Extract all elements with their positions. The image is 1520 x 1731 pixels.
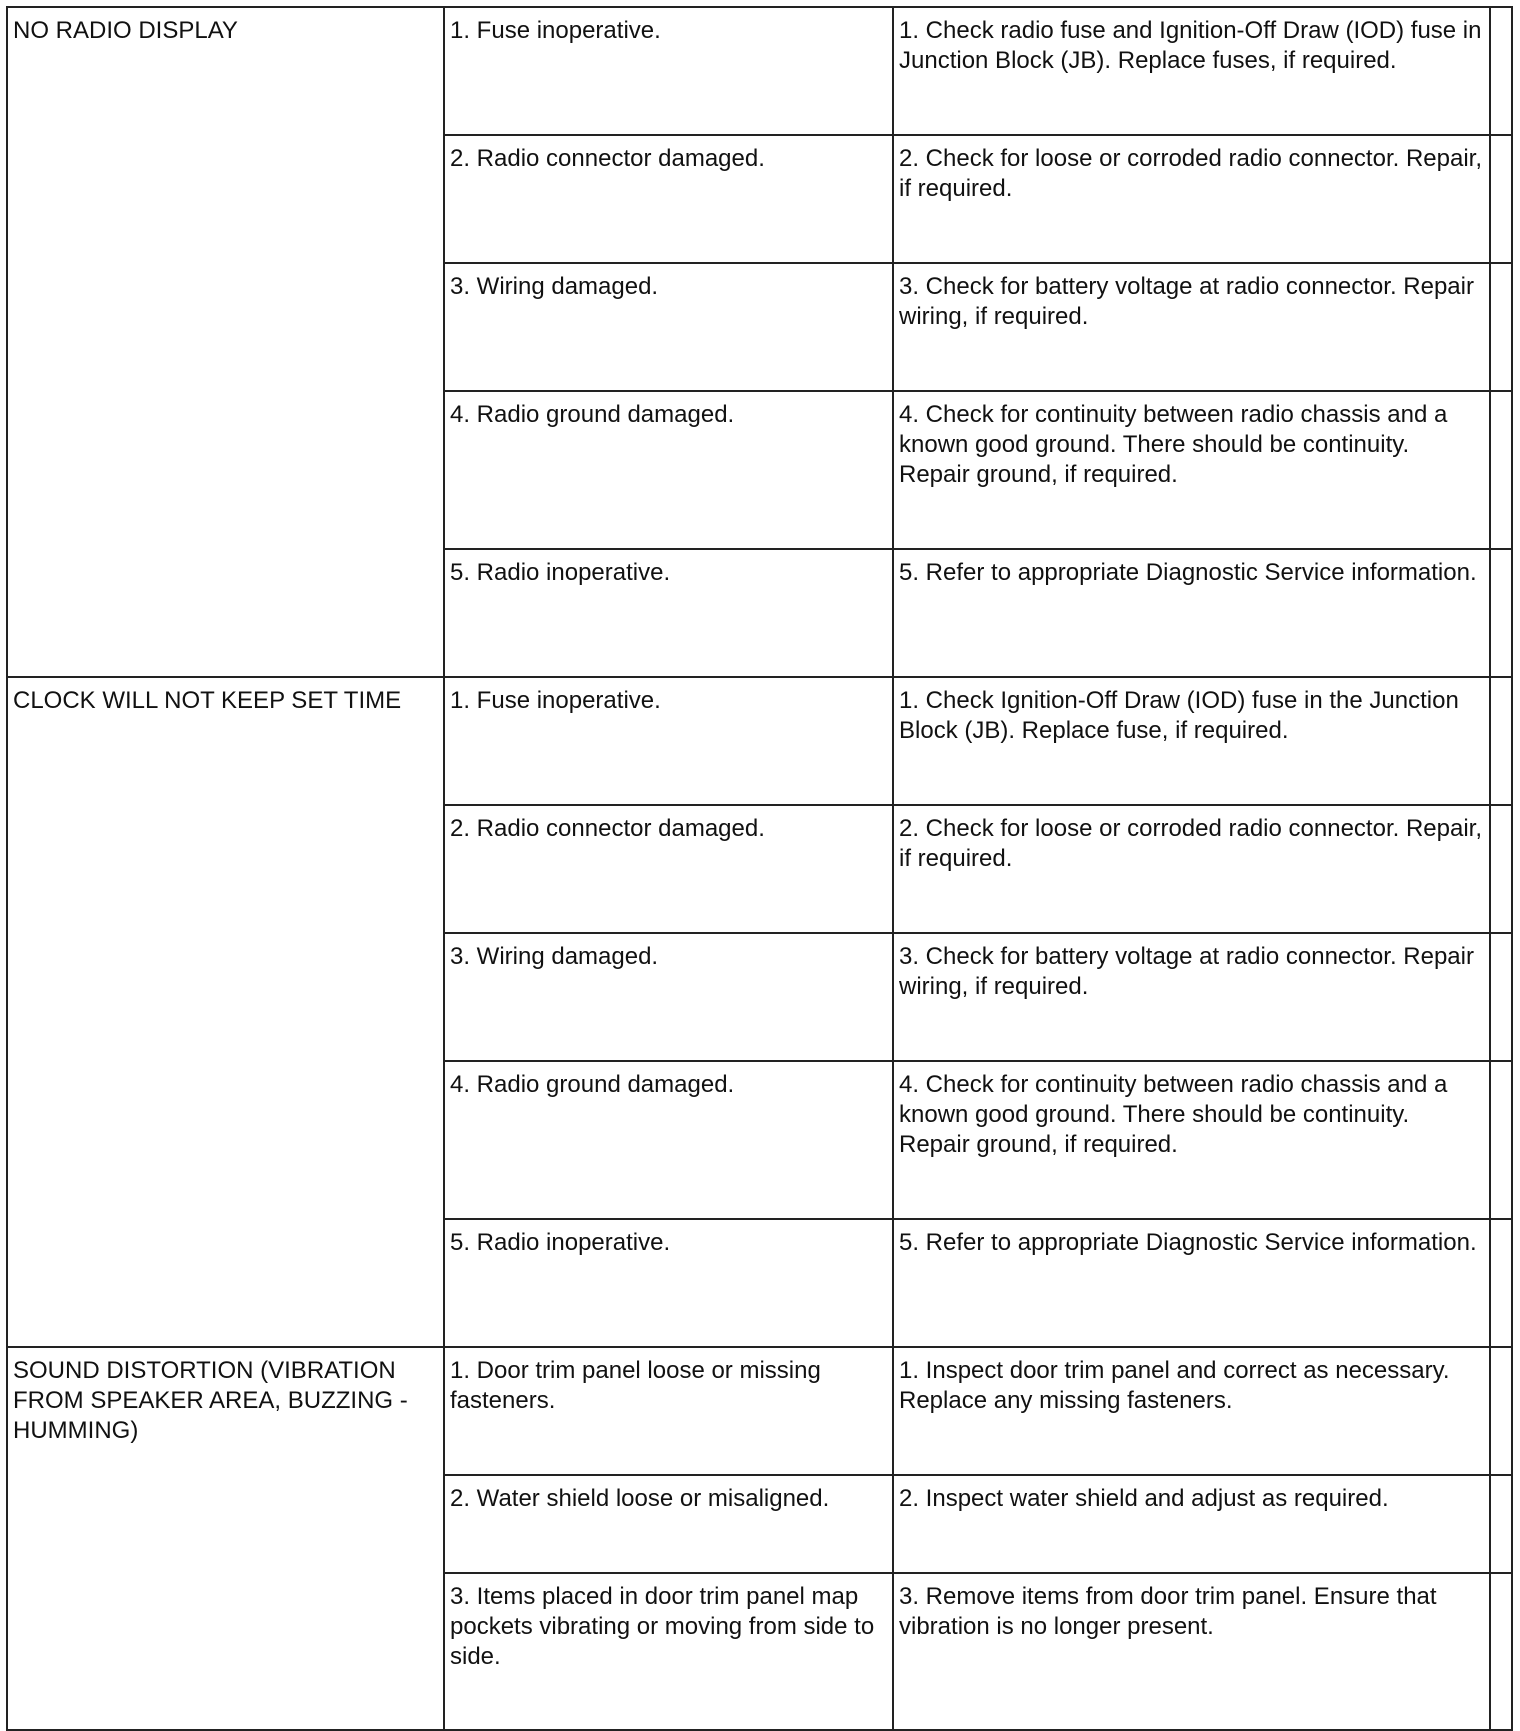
margin-cell	[1490, 1219, 1512, 1347]
cause-cell: 1. Fuse inoperative.	[444, 7, 893, 135]
action-cell: 2. Inspect water shield and adjust as required.	[893, 1475, 1490, 1573]
margin-cell	[1490, 1475, 1512, 1573]
margin-cell	[1490, 933, 1512, 1061]
cause-cell: 2. Radio connector damaged.	[444, 805, 893, 933]
action-cell: 3. Check for battery voltage at radio connector. Repair wiring, if required.	[893, 933, 1490, 1061]
cause-cell: 4. Radio ground damaged.	[444, 1061, 893, 1219]
action-cell: 2. Check for loose or corroded radio connector. Repair, if required.	[893, 805, 1490, 933]
cause-cell: 2. Radio connector damaged.	[444, 135, 893, 263]
condition-cell: NO RADIO DISPLAY	[7, 7, 444, 677]
diagnosis-table	[6, 6, 1513, 1731]
cause-cell: 1. Door trim panel loose or missing fasteners.	[444, 1347, 893, 1475]
cause-cell: 3. Wiring damaged.	[444, 263, 893, 391]
action-cell: 2. Check for loose or corroded radio connector. Repair, if required.	[893, 135, 1490, 263]
margin-cell	[1490, 1061, 1512, 1219]
cause-cell: 3. Wiring damaged.	[444, 933, 893, 1061]
table-row	[7, 677, 1512, 805]
cause-cell: 5. Radio inoperative.	[444, 549, 893, 677]
action-cell: 4. Check for continuity between radio chassis and a known good ground. There should be continuity. Repair ground, if required.	[893, 391, 1490, 549]
action-cell: 1. Inspect door trim panel and correct as necessary. Replace any missing fasteners.	[893, 1347, 1490, 1475]
cause-cell: 2. Water shield loose or misaligned.	[444, 1475, 893, 1573]
cause-cell: 1. Fuse inoperative.	[444, 677, 893, 805]
condition-cell: CLOCK WILL NOT KEEP SET TIME	[7, 677, 444, 1347]
cause-cell: 5. Radio inoperative.	[444, 1219, 893, 1347]
action-cell: 5. Refer to appropriate Diagnostic Service information.	[893, 1219, 1490, 1347]
table-row	[7, 1347, 1512, 1475]
table-row	[7, 7, 1512, 135]
action-cell: 5. Refer to appropriate Diagnostic Service information.	[893, 549, 1490, 677]
margin-cell	[1490, 7, 1512, 135]
action-cell: 1. Check Ignition-Off Draw (IOD) fuse in the Junction Block (JB). Replace fuse, if required.	[893, 677, 1490, 805]
cause-cell: 4. Radio ground damaged.	[444, 391, 893, 549]
margin-cell	[1490, 805, 1512, 933]
action-cell: 4. Check for continuity between radio chassis and a known good ground. There should be continuity. Repair ground, if required.	[893, 1061, 1490, 1219]
cause-cell: 3. Items placed in door trim panel map pockets vibrating or moving from side to side.	[444, 1573, 893, 1730]
margin-cell	[1490, 677, 1512, 805]
margin-cell	[1490, 549, 1512, 677]
margin-cell	[1490, 263, 1512, 391]
margin-cell	[1490, 1573, 1512, 1730]
condition-cell: SOUND DISTORTION (VIBRATION FROM SPEAKER AREA, BUZZING - HUMMING)	[7, 1347, 444, 1730]
margin-cell	[1490, 1347, 1512, 1475]
action-cell: 1. Check radio fuse and Ignition-Off Draw (IOD) fuse in Junction Block (JB). Replace fuses, if required.	[893, 7, 1490, 135]
margin-cell	[1490, 391, 1512, 549]
action-cell: 3. Check for battery voltage at radio connector. Repair wiring, if required.	[893, 263, 1490, 391]
margin-cell	[1490, 135, 1512, 263]
action-cell: 3. Remove items from door trim panel. Ensure that vibration is no longer present.	[893, 1573, 1490, 1730]
